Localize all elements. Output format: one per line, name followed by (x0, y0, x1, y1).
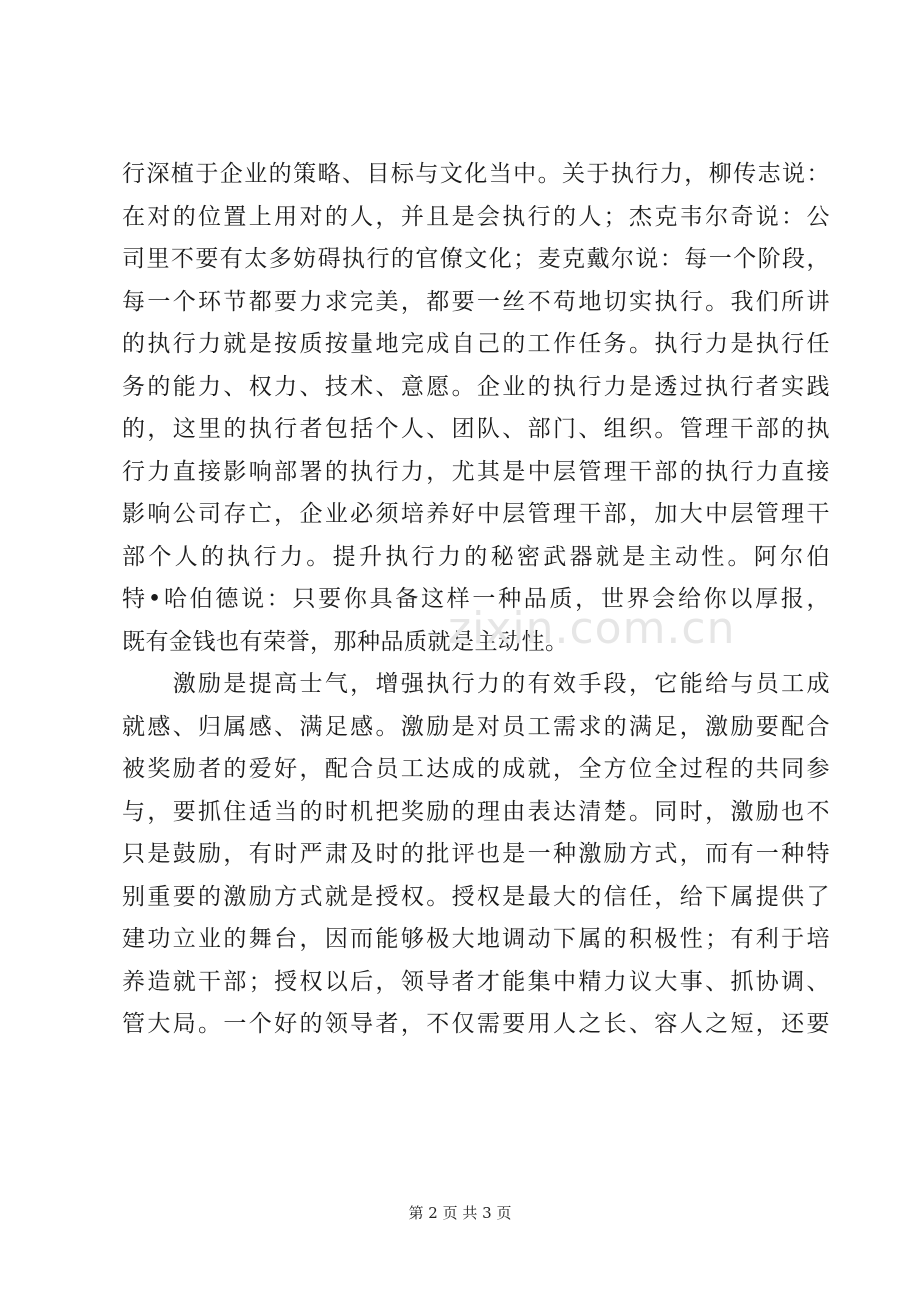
text-line: 行深植于企业的策略、目标与文化当中。关于执行力，柳传志说： (122, 161, 830, 187)
text-line: 就感、归属感、满足感。激励是对员工需求的满足，激励要配合 (122, 713, 830, 740)
text-line: 的，这里的执行者包括个人、团队、部门、组织。管理干部的执 (122, 416, 830, 442)
text-line: 特•哈伯德说：只要你具备这样一种品质，世界会给你以厚报， (122, 586, 830, 612)
text-line: 只是鼓励，有时严肃及时的批评也是一种激励方式，而有一种特 (122, 841, 830, 867)
text-line: 在对的位置上用对的人，并且是会执行的人；杰克韦尔奇说：公 (122, 203, 830, 230)
text-line: 务的能力、权力、技术、意愿。企业的执行力是透过执行者实践 (122, 373, 830, 400)
text-line: 影响公司存亡，企业必须培养好中层管理干部，加大中层管理干 (122, 501, 830, 527)
body-text (122, 153, 830, 1046)
text-line: 别重要的激励方式就是授权。授权是最大的信任，给下属提供了 (122, 883, 830, 910)
watermark: zixin.com.cn (448, 603, 736, 654)
text-line: 与，要抓住适当的时机把奖励的理由表达清楚。同时，激励也不 (122, 798, 830, 825)
text-line: 行力直接影响部署的执行力，尤其是中层管理干部的执行力直接 (122, 458, 830, 485)
text-line: 被奖励者的爱好，配合员工达成的成就，全方位全过程的共同参 (122, 756, 830, 782)
text-line: 建功立业的舞台，因而能够极大地调动下属的积极性；有利于培 (122, 926, 830, 952)
paragraph (122, 153, 830, 663)
text-line: 激励是提高士气，增强执行力的有效手段，它能给与员工成 (122, 671, 830, 697)
text-line: 养造就干部；授权以后，领导者才能集中精力议大事、抓协调、 (122, 968, 830, 995)
text-line: 部个人的执行力。提升执行力的秘密武器就是主动性。阿尔伯 (122, 543, 830, 570)
text-line: 司里不要有太多妨碍执行的官僚文化；麦克戴尔说：每一个阶段， (122, 246, 830, 272)
text-line: 每一个环节都要力求完美，都要一丝不苟地切实执行。我们所讲 (122, 288, 830, 315)
paragraph (122, 663, 830, 1046)
text-line: 既有金钱也有荣誉，那种品质就是主动性。 (122, 628, 569, 655)
text-line: 管大局。一个好的领导者，不仅需要用人之长、容人之短，还要 (122, 1011, 830, 1037)
text-line: 的执行力就是按质按量地完成自己的工作任务。执行力是执行任 (122, 331, 830, 357)
page-footer: 第 2 页 共 3 页 (408, 1204, 512, 1222)
